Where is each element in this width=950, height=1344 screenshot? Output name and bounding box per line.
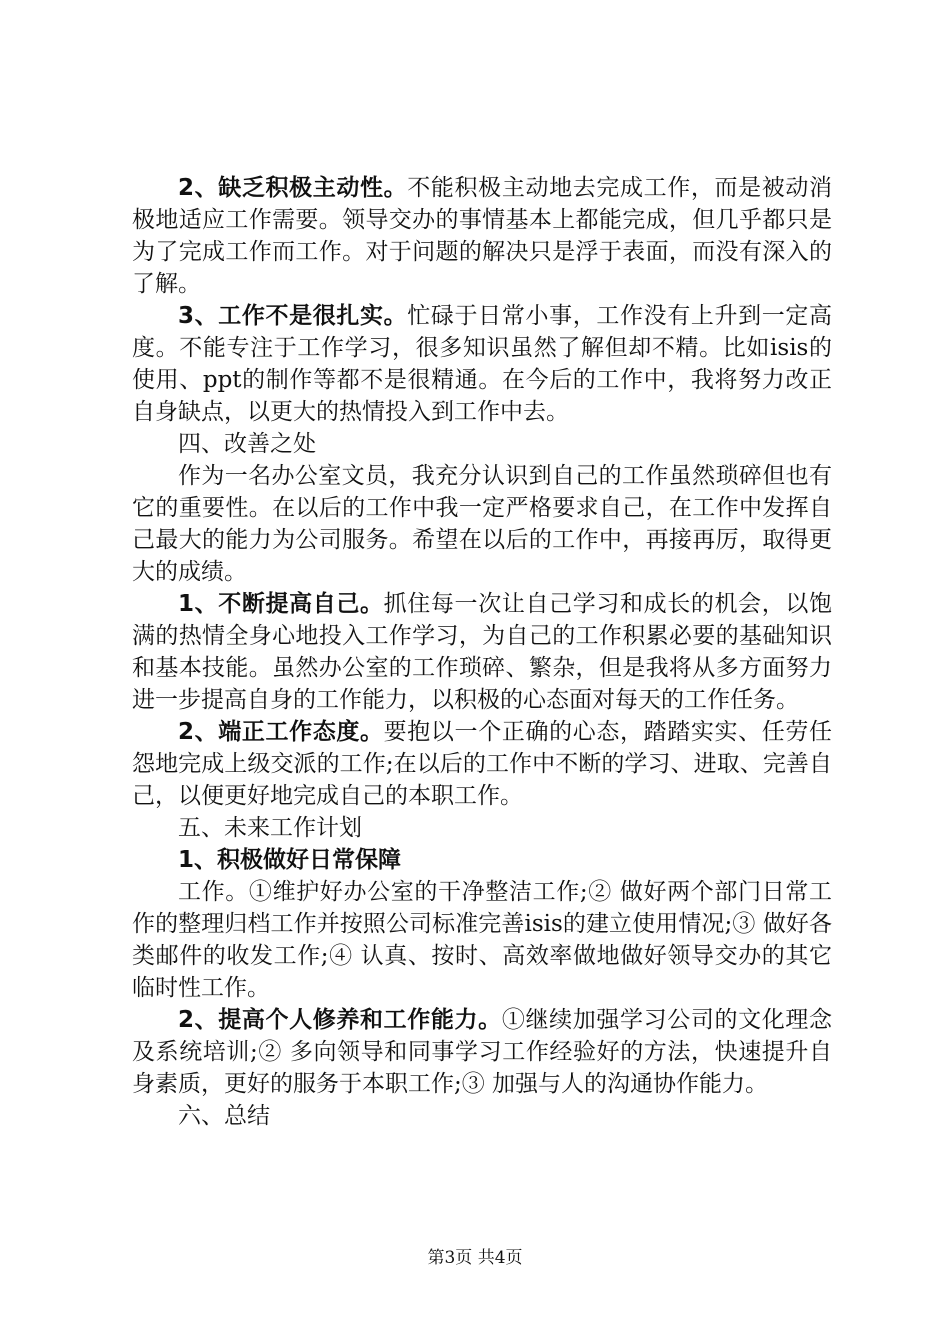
paragraph-not-solid <box>132 300 832 428</box>
paragraph-attitude <box>132 716 832 812</box>
section-heading-summary <box>132 1100 832 1132</box>
paragraph-lead: 2、缺乏积极主动性。 <box>178 175 408 201</box>
document-body <box>132 172 832 1132</box>
subheading-daily-support <box>132 844 832 876</box>
subheading-text: 1、积极做好日常保障 <box>178 847 402 873</box>
paragraph-text: 要抱以一个正确的心态，踏踏实实、任劳任怨地完成上级交派的工作;在以后的工作中不断的学习、进取、完善自己，以便更好地完成自己的本职工作。 <box>132 719 832 809</box>
paragraph-text: 忙碌于日常小事，工作没有上升到一定高度。不能专注于工作学习，很多知识虽然了解但却不精。比如isis的使用、ppt的制作等都不是很精通。在今后的工作中，我将努力改正自身缺点，以更大的热情投入到工作中去。 <box>132 303 832 425</box>
heading-text: 五、未来工作计划 <box>178 815 362 841</box>
paragraph-improvements-intro <box>132 460 832 588</box>
paragraph-lead: 2、端正工作态度。 <box>178 719 384 745</box>
paragraph-text: 抓住每一次让自己学习和成长的机会，以饱满的热情全身心地投入工作学习，为自己的工作积累必要的基础知识和基本技能。虽然办公室的工作琐碎、繁杂，但是我将从多方面努力进一步提高自身的工作能力，以积极的心态面对每天的工作任务。 <box>132 591 832 713</box>
paragraph-lack-initiative <box>132 172 832 300</box>
paragraph-daily-support <box>132 876 832 1004</box>
page-footer: 第3页 共4页 <box>427 1248 523 1268</box>
paragraph-lead: 1、不断提高自己。 <box>178 591 384 617</box>
heading-text: 六、总结 <box>178 1103 270 1129</box>
paragraph-text: 不能积极主动地去完成工作，而是被动消极地适应工作需要。领导交办的事情基本上都能完成，但几乎都只是为了完成工作而工作。对于问题的解决只是浮于表面，而没有深入的了解。 <box>132 175 832 297</box>
section-heading-improvements <box>132 428 832 460</box>
section-heading-future-plan <box>132 812 832 844</box>
paragraph-lead: 3、工作不是很扎实。 <box>178 303 408 329</box>
paragraph-text: 作为一名办公室文员，我充分认识到自己的工作虽然琐碎但也有它的重要性。在以后的工作中我一定严格要求自己，在工作中发挥自己最大的能力为公司服务。希望在以后的工作中，再接再厉，取得更大的成绩。 <box>132 463 832 585</box>
paragraph-text: ①继续加强学习公司的文化理念及系统培训;② 多向领导和同事学习工作经验好的方法，快速提升自身素质，更好的服务于本职工作;③ 加强与人的沟通协作能力。 <box>132 1007 832 1097</box>
paragraph-lead: 2、提高个人修养和工作能力。 <box>178 1007 502 1033</box>
heading-text: 四、改善之处 <box>178 431 316 457</box>
paragraph-personal-growth <box>132 1004 832 1100</box>
paragraph-text: 工作。①维护好办公室的干净整洁工作;② 做好两个部门日常工作的整理归档工作并按照公司标准完善isis的建立使用情况;③ 做好各类邮件的收发工作;④ 认真、按时、高效率做地做好领导交办的其它临时性工作。 <box>132 879 832 1001</box>
paragraph-self-improve <box>132 588 832 716</box>
